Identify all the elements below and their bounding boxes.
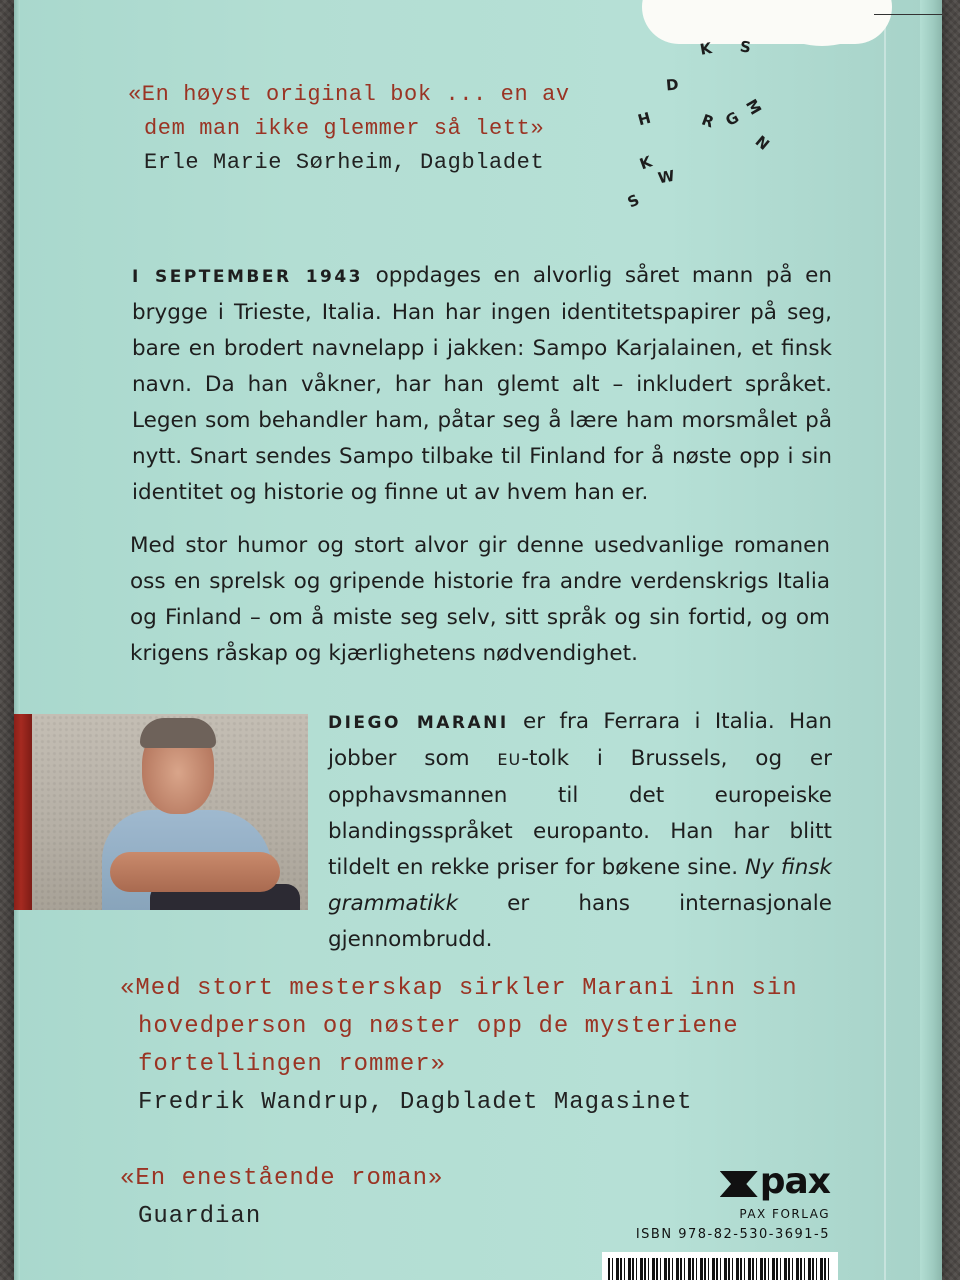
author-bio xyxy=(328,704,832,958)
guardian-quote-line: «En enestående roman» xyxy=(120,1165,444,1192)
synopsis-text-1: oppdages en alvorlig såret mann på en brygge i Trieste, Italia. Han har ingen identitetspapirer på seg, bare en brodert navnelapp i jakken: Sampo Karjalainen, et finsk navn. Da han våkner, har han glemt alt – inkludert språket. Legen som behandler ham, påtar seg å lære ham morsmålet på nytt. Snart sendes Sampo tilbake til Finland for å nøste opp i sin identitet og historie og finne ut av hvem han er. xyxy=(132,263,832,505)
top-quote-line-2: dem man ikke glemmer så lett» xyxy=(144,116,545,141)
pax-logo xyxy=(618,1160,830,1204)
isbn-number: ISBN 978-82-530-3691-5 xyxy=(635,1227,830,1242)
synopsis-lead: I SEPTEMBER 1943 xyxy=(132,267,364,287)
scattered-letter: M xyxy=(741,96,765,118)
top-quote-line-1: «En høyst original bok ... en av xyxy=(128,82,570,107)
scattered-letter: W xyxy=(656,166,676,188)
author-name: DIEGO MARANI xyxy=(328,713,509,733)
publisher-block xyxy=(618,1160,830,1246)
review-quote-line-1: «Med stort mesterskap sirkler Marani inn sin xyxy=(120,975,798,1002)
author-hair xyxy=(140,718,216,748)
synopsis-paragraph-2: Med stor humor og stort alvor gir denne usedvanlige romanen oss en sprelsk og gripende historie fra andre verdenskrigs Italia og Finland – om å miste seg selv, sitt språk og sin fortid, og om krigens råskap og kjærlighetens nødvendighet. xyxy=(130,533,830,666)
author-bio-part-3: er hans internasjonale gjennombrudd. xyxy=(328,891,832,952)
scattered-letter: K xyxy=(698,39,714,59)
red-shutter xyxy=(14,714,32,910)
top-quote-attribution: Erle Marie Sørheim, Dagbladet xyxy=(144,150,545,175)
pax-logo-text: pax xyxy=(759,1161,830,1202)
author-bio-part-1: er fra Ferrara i Italia. Han jobber som xyxy=(328,709,832,771)
scattered-letter: S xyxy=(624,190,643,212)
guardian-quote-attribution: Guardian xyxy=(138,1203,262,1230)
scattered-letter: N xyxy=(751,132,773,154)
scattered-letter: D xyxy=(665,75,680,95)
scattered-letter: R xyxy=(699,110,717,132)
review-quote-line-2: hovedperson og nøster opp de mysteriene xyxy=(138,1013,739,1040)
top-review-quote xyxy=(128,78,570,180)
pax-logo-mark xyxy=(720,1171,758,1197)
scattered-letter: H xyxy=(635,108,653,130)
author-arms xyxy=(110,852,280,892)
review-quote xyxy=(120,970,798,1122)
author-photo xyxy=(14,714,308,910)
scattered-letter: G xyxy=(722,108,742,130)
synopsis-paragraph-1 xyxy=(132,258,832,511)
publisher-name: PAX FORLAG xyxy=(739,1207,830,1221)
guardian-quote xyxy=(120,1160,443,1236)
book-back-cover xyxy=(14,0,942,1280)
author-bio-eu: EU xyxy=(497,750,522,769)
review-quote-attribution: Fredrik Wandrup, Dagbladet Magasinet xyxy=(138,1089,693,1116)
author-bio-part-2: -tolk i Brussels, og er opphavsmannen til det europeiske blandingsspråket europanto. Han har blitt tildelt en rekke priser for bøkene sine. xyxy=(328,746,832,880)
scattered-letter: K xyxy=(637,152,655,174)
barcode xyxy=(608,1258,832,1280)
review-quote-line-3: fortellingen rommer» xyxy=(138,1051,447,1078)
author-book-title: Ny finsk grammatikk xyxy=(328,855,832,916)
scattered-letter: S xyxy=(738,37,753,57)
